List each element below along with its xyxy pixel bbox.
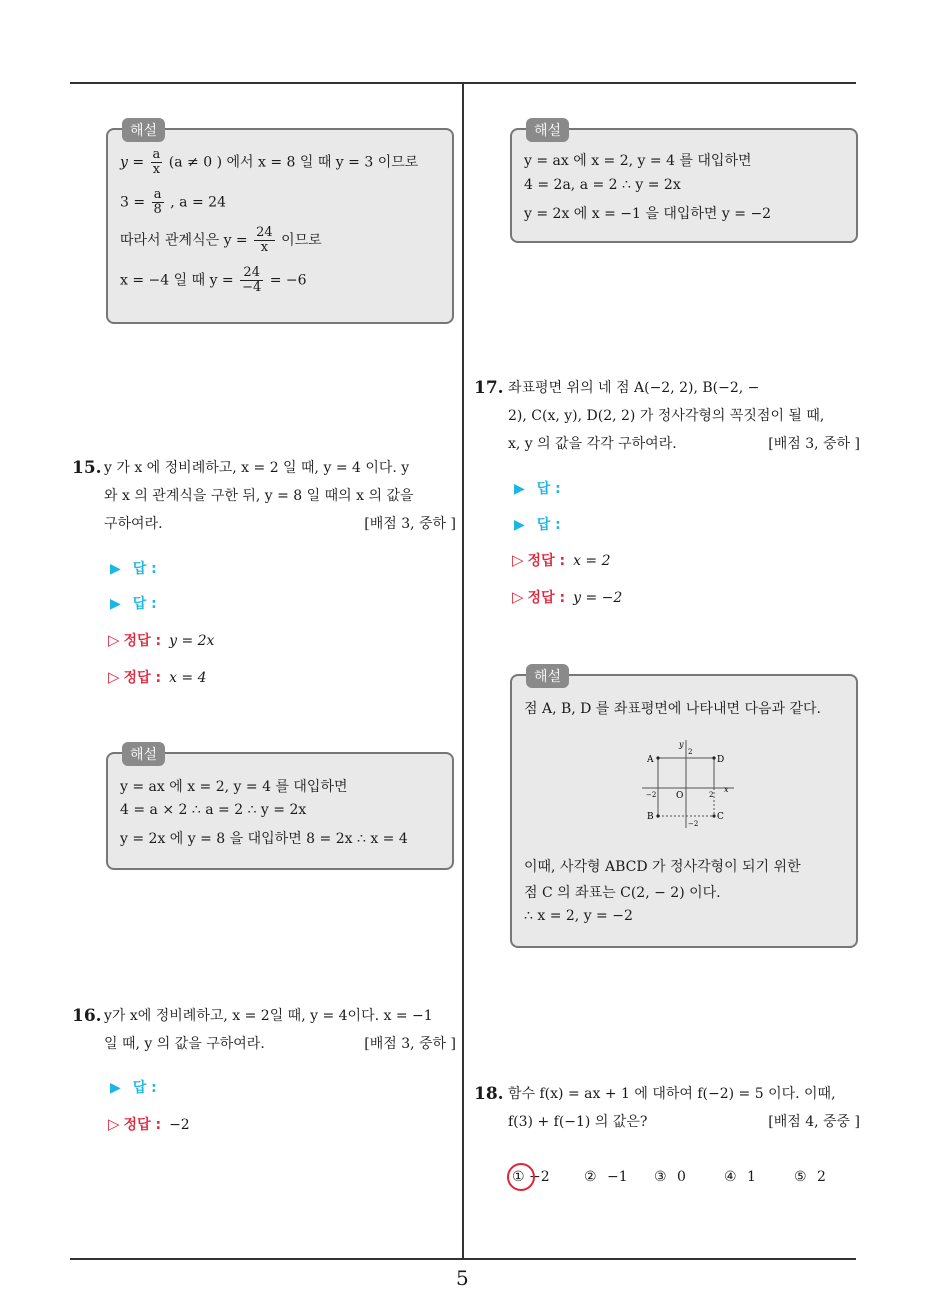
play-triangle-icon: ▶ (110, 596, 121, 612)
question-text: 함수 f(x) = ax + 1 에 대하여 f(−2) = 5 이다. 이때, f(3) + f(−1) 의 값은? [배점 4, 중중 ] (508, 1080, 860, 1136)
outline-triangle-icon: ▷ (108, 668, 120, 686)
score-tag: [배점 3, 중하 ] (768, 436, 860, 452)
fraction: $\frac{a}{x}$ (152, 147, 161, 177)
score-tag: [배점 3, 중하 ] (364, 1036, 456, 1052)
point-label-B: B (647, 812, 654, 822)
solution-line (120, 188, 226, 217)
question-number: 16. (72, 1006, 102, 1026)
tick-label: 2 (709, 791, 714, 799)
solution-line: y = 2x 에 x = −1 을 대입하면 y = −2 (524, 206, 772, 222)
outline-triangle-icon: ▷ (512, 551, 524, 569)
bottom-rule (70, 1258, 856, 1260)
solution-line: 점 C 의 좌표는 C(2, − 2) 이다. (524, 885, 721, 901)
origin-label: O (676, 791, 684, 801)
y-axis-label: y (679, 740, 684, 749)
outline-triangle-icon: ▷ (512, 588, 524, 606)
solution-line: ∴ x = 2, y = −2 (524, 908, 633, 924)
answer-field-1[interactable]: ▶ 답 : (514, 481, 561, 497)
solution-line (120, 226, 322, 255)
solution-text: x = −4 일 때 y = (120, 272, 234, 289)
solution-text: = −6 (269, 272, 307, 289)
play-triangle-icon: ▶ (514, 517, 525, 533)
solution-tab: 해설 (526, 664, 569, 688)
solution-line: y = ax 에 x = 2, y = 4 를 대입하면 (120, 779, 348, 795)
answer-field-2[interactable]: ▶ 답 : (110, 596, 157, 612)
answer-field-1[interactable]: ▶ 답 : (110, 561, 157, 577)
correct-answer-1: ▷ 정답 : −2 (108, 1115, 190, 1133)
score-tag: [배점 4, 중중 ] (768, 1114, 860, 1130)
question-text: y 가 x 에 정비례하고, x = 2 일 때, y = 4 이다. y 와 x 의 관계식을 구한 뒤, y = 8 일 때의 x 의 값을 구하여라. [배점 3, 중하 ] (104, 454, 456, 538)
fraction: $\frac{a}{8}$ (153, 187, 162, 217)
tick-label: 2 (688, 748, 693, 756)
math-text: 3 = (120, 194, 146, 211)
solution-text: 따라서 관계식은 y = (120, 232, 248, 249)
tick-label: −2 (646, 791, 657, 799)
solution-text: 이므로 (281, 232, 322, 249)
choice-3[interactable]: ③ 0 (654, 1169, 686, 1185)
column-divider (462, 84, 464, 1259)
correct-answer-1: ▷ 정답 : x = 2 (512, 551, 611, 569)
play-triangle-icon: ▶ (514, 481, 525, 497)
solution-line: 4 = a × 2 ∴ a = 2 ∴ y = 2x (120, 802, 307, 818)
x-axis-label: x (724, 785, 729, 794)
score-tag: [배점 3, 중하 ] (364, 516, 456, 532)
solution-line: 이때, 사각형 ABCD 가 정사각형이 되기 위한 (524, 859, 801, 875)
choice-5[interactable]: ⑤ 2 (794, 1169, 826, 1185)
correct-answer-1: ▷ 정답 : y = 2x (108, 631, 215, 649)
solution-line: y = 2x 에 y = 8 을 대입하면 8 = 2x ∴ x = 4 (120, 831, 408, 847)
correct-answer-2: ▷ 정답 : x = 4 (108, 668, 207, 686)
answer-field-2[interactable]: ▶ 답 : (514, 517, 561, 533)
solution-box-16 (510, 123, 858, 243)
choice-1[interactable]: ① −2 (512, 1169, 550, 1185)
solution-text: (a ≠ 0 ) 에서 x = 8 일 때 y = 3 이므로 (168, 154, 419, 171)
solution-box-15 (106, 747, 454, 870)
solution-box-14 (106, 123, 454, 324)
play-triangle-icon: ▶ (110, 561, 121, 577)
solution-line: 점 A, B, D 를 좌표평면에 나타내면 다음과 같다. (524, 701, 821, 717)
answer-field-1[interactable]: ▶ 답 : (110, 1080, 157, 1096)
coordinate-graph (638, 738, 758, 834)
selected-circle-mark (507, 1163, 535, 1191)
tick-label: −2 (688, 820, 699, 828)
math-text: y = (120, 154, 145, 171)
solution-line (120, 148, 418, 177)
solution-tab: 해설 (526, 118, 569, 142)
point-label-A: A (647, 755, 654, 765)
fraction: $\frac{24}{-4}$ (242, 265, 262, 295)
solution-text: , a = 24 (170, 194, 226, 211)
outline-triangle-icon: ▷ (108, 1115, 120, 1133)
choice-2[interactable]: ② −1 (584, 1169, 628, 1185)
choice-4[interactable]: ④ 1 (724, 1169, 756, 1185)
play-triangle-icon: ▶ (110, 1080, 121, 1096)
point-label-C: C (717, 812, 724, 822)
correct-answer-2: ▷ 정답 : y = −2 (512, 588, 623, 606)
page-number: 5 (456, 1266, 469, 1290)
solution-line: 4 = 2a, a = 2 ∴ y = 2x (524, 177, 681, 193)
solution-line: y = ax 에 x = 2, y = 4 를 대입하면 (524, 153, 752, 169)
question-text: y가 x에 정비례하고, x = 2일 때, y = 4이다. x = −1 일 때, y 의 값을 구하여라. [배점 3, 중하 ] (104, 1002, 456, 1058)
solution-tab: 해설 (122, 742, 165, 766)
point-label-D: D (717, 755, 725, 765)
solution-box-17 (510, 669, 858, 948)
outline-triangle-icon: ▷ (108, 631, 120, 649)
solution-tab: 해설 (122, 118, 165, 142)
question-number: 15. (72, 458, 102, 478)
solution-line (120, 266, 307, 295)
question-text: 좌표평면 위의 네 점 A(−2, 2), B(−2, − 2), C(x, y), D(2, 2) 가 정사각형의 꼭짓점이 될 때, x, y 의 값을 각각 구하여라. [배점 3, 중하 ] (508, 374, 860, 458)
fraction: $\frac{24}{x}$ (256, 225, 273, 255)
question-number: 17. (474, 378, 504, 398)
question-number: 18. (474, 1084, 504, 1104)
